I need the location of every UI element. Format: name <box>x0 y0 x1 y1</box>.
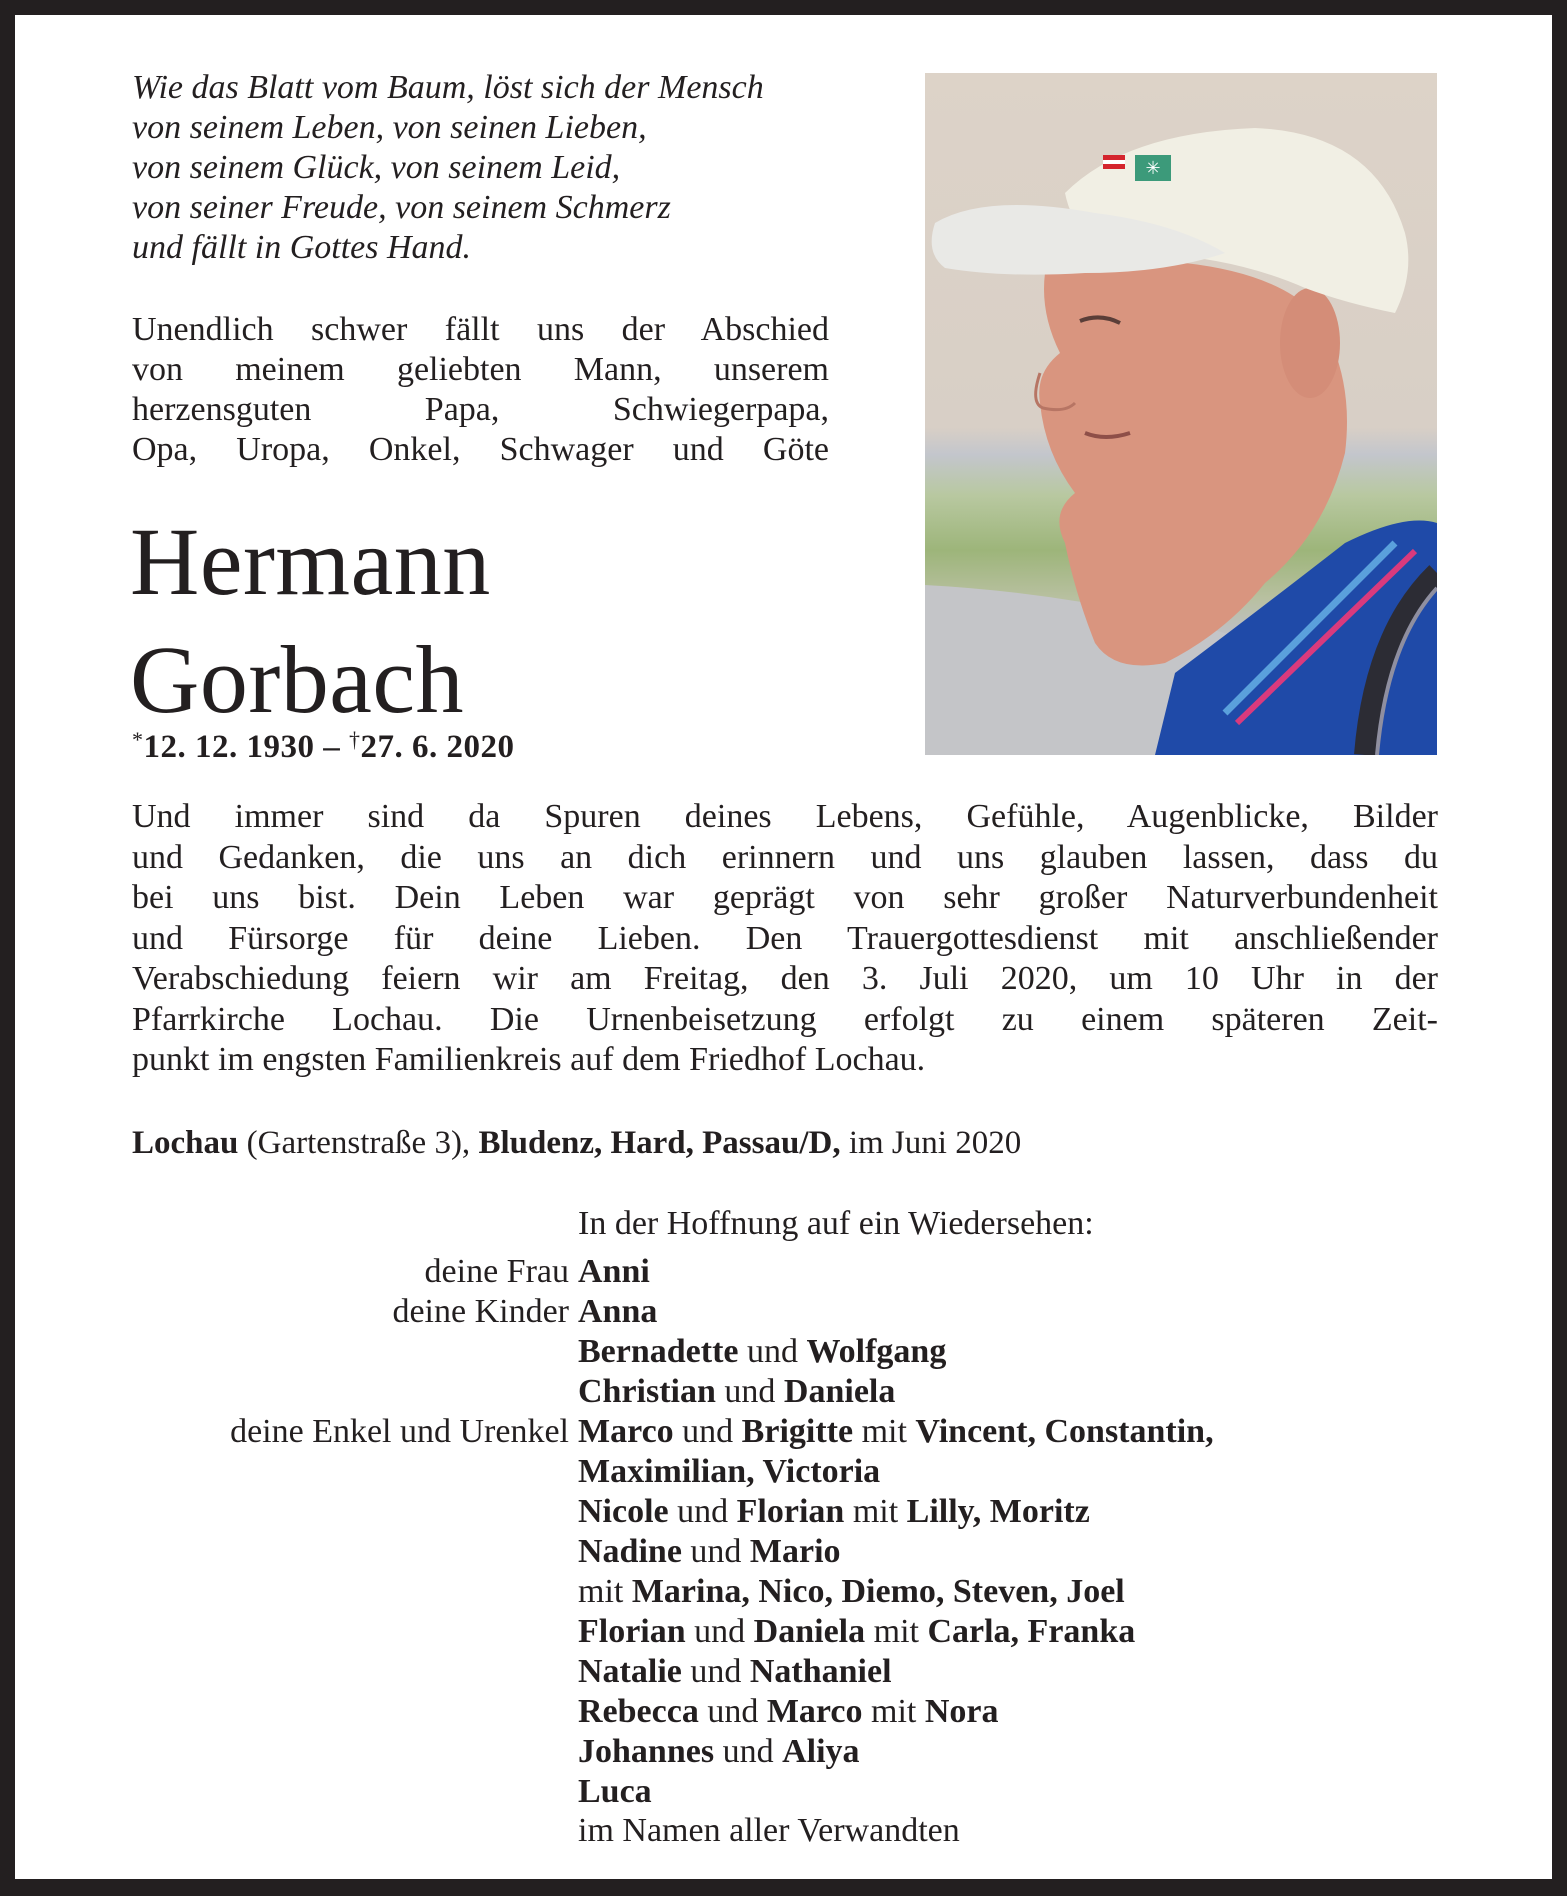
mourner-names <box>578 1412 1214 1452</box>
mourner-connector: und <box>673 1413 742 1450</box>
location-line <box>132 1125 1021 1162</box>
mourner-row <box>15 1452 1552 1492</box>
mourner-connector: und <box>681 1533 750 1570</box>
mourner-name: Lilly, Moritz <box>906 1493 1090 1530</box>
poem <box>132 68 852 268</box>
portrait-photo <box>925 73 1437 755</box>
mourner-names <box>578 1532 841 1572</box>
mourner-row <box>15 1252 1552 1292</box>
mourner-name: Johannes <box>578 1733 715 1770</box>
mourner-connector: und <box>681 1653 750 1690</box>
body-line: und Gedanken, die uns an dich erinnern und uns glauben lassen, dass du <box>132 838 1438 876</box>
mourner-row <box>15 1372 1552 1412</box>
mourner-name: Natalie <box>578 1653 682 1690</box>
mourner-name: Anni <box>578 1253 650 1290</box>
mourner-name: Carla, Franka <box>927 1613 1136 1650</box>
mourner-name: Anna <box>578 1293 658 1330</box>
location-date: im Juni 2020 <box>840 1125 1022 1161</box>
body-paragraph <box>132 797 1438 1081</box>
mourner-name: Daniela <box>783 1373 896 1410</box>
mourner-name: Nicole <box>578 1493 669 1530</box>
mourner-row <box>15 1492 1552 1532</box>
mourner-relation-label: deine Enkel und Urenkel <box>230 1413 569 1450</box>
mourner-names <box>578 1772 652 1812</box>
mourner-connector: und <box>698 1693 767 1730</box>
mourner-connector: mit <box>844 1493 907 1530</box>
intro-paragraph <box>132 310 829 470</box>
mourner-row <box>15 1612 1552 1652</box>
mourner-names <box>578 1452 880 1492</box>
mourner-connector: und <box>714 1733 783 1770</box>
mourner-name: Nadine <box>578 1533 682 1570</box>
mourner-names <box>578 1492 1090 1532</box>
mourner-name: Marina, Nico, Diemo, Steven, Joel <box>631 1573 1125 1610</box>
mourner-name: Luca <box>578 1773 652 1810</box>
mourner-name: Florian <box>578 1613 686 1650</box>
poem-line: von seiner Freude, von seinem Schmerz <box>132 189 671 226</box>
mourner-connector: mit <box>862 1693 925 1730</box>
poem-line: von seinem Leben, von seinen Lieben, <box>132 109 647 146</box>
mourner-names <box>578 1332 946 1372</box>
intro-line: herzensguten Papa, Schwiegerpapa, <box>132 391 829 428</box>
mourner-row <box>15 1772 1552 1812</box>
mourner-name: Daniela <box>753 1613 866 1650</box>
mourner-relation-label: deine Kinder <box>392 1293 569 1330</box>
mourner-name: Brigitte <box>741 1413 854 1450</box>
mourner-names <box>578 1572 1125 1612</box>
death-date: 27. 6. 2020 <box>360 729 515 765</box>
mourner-name: Mario <box>749 1533 841 1570</box>
last-name: Gorbach <box>130 626 465 733</box>
first-name: Hermann <box>130 508 491 615</box>
deceased-name <box>130 503 491 739</box>
mourner-connector: mit <box>578 1573 632 1610</box>
mourner-connector: mit <box>853 1413 916 1450</box>
mourner-name: Rebecca <box>578 1693 699 1730</box>
body-line: bei uns bist. Dein Leben war geprägt von sehr großer Naturverbundenheit <box>132 879 1438 916</box>
body-line: und Fürsorge für deine Lieben. Den Trauergottesdienst mit anschließender <box>132 919 1438 957</box>
mourner-name: Aliya <box>782 1733 860 1770</box>
body-line: punkt im engsten Familienkreis auf dem Friedhof Lochau. <box>132 1041 926 1078</box>
birth-date: 12. 12. 1930 <box>143 729 315 765</box>
location-others: Bludenz, Hard, Passau/D, <box>478 1125 841 1161</box>
poem-line: von seinem Glück, von seinem Leid, <box>132 149 621 186</box>
mourner-row <box>15 1532 1552 1572</box>
mourner-name: Vincent, Constantin, <box>915 1413 1214 1450</box>
mourner-connector: und <box>668 1493 737 1530</box>
mourner-name: Bernadette <box>578 1333 739 1370</box>
intro-line: Opa, Uropa, Onkel, Schwager und Göte <box>132 431 829 468</box>
mourner-relation-label: deine Frau <box>424 1253 569 1290</box>
closing-intro: In der Hoffnung auf ein Wiedersehen: <box>578 1205 1094 1242</box>
portrait-illustration <box>925 73 1437 755</box>
obituary-page <box>15 15 1552 1879</box>
mourner-names <box>578 1732 860 1772</box>
mourner-row <box>15 1732 1552 1772</box>
mourner-row <box>15 1652 1552 1692</box>
mourner-connector: und <box>715 1373 784 1410</box>
closing-footer: im Namen aller Verwandten <box>578 1812 960 1849</box>
mourner-name: Christian <box>578 1373 716 1410</box>
mourners-list <box>15 1252 1552 1812</box>
mourner-name: Nora <box>924 1693 999 1730</box>
svg-text:✳: ✳ <box>1145 158 1161 179</box>
mourner-names <box>578 1692 999 1732</box>
mourner-names <box>578 1372 895 1412</box>
body-line: Pfarrkirche Lochau. Die Urnenbeisetzung erfolgt zu einem späteren Zeit- <box>132 1000 1438 1038</box>
life-dates <box>132 727 515 766</box>
mourner-names <box>578 1652 892 1692</box>
date-separator: – <box>314 729 349 765</box>
poem-line: Wie das Blatt vom Baum, löst sich der Mensch <box>132 69 764 106</box>
mourner-name: Nathaniel <box>749 1653 892 1690</box>
mourner-row <box>15 1332 1552 1372</box>
mourner-names <box>578 1292 657 1332</box>
mourner-name: Marco <box>578 1413 674 1450</box>
mourner-row <box>15 1572 1552 1612</box>
location-primary: Lochau <box>132 1125 239 1161</box>
mourner-row <box>15 1692 1552 1732</box>
mourner-connector: mit <box>865 1613 928 1650</box>
mourner-names <box>578 1252 650 1292</box>
mourner-connector: und <box>738 1333 807 1370</box>
mourner-names <box>578 1612 1135 1652</box>
intro-line: Unendlich schwer fällt uns der Abschied <box>132 311 829 348</box>
mourner-name: Maximilian, Victoria <box>578 1453 881 1490</box>
mourner-row <box>15 1412 1552 1452</box>
poem-line: und fällt in Gottes Hand. <box>132 229 472 266</box>
location-address: (Gartenstraße 3), <box>238 1125 479 1161</box>
death-cross-icon: † <box>349 727 361 752</box>
intro-line: von meinem geliebten Mann, unserem <box>132 351 829 388</box>
body-line: Verabschiedung feiern wir am Freitag, den 3. Juli 2020, um 10 Uhr in der <box>132 960 1438 997</box>
mourner-connector: und <box>685 1613 754 1650</box>
mourner-row <box>15 1292 1552 1332</box>
mourner-name: Wolfgang <box>806 1333 947 1370</box>
body-line: Und immer sind da Spuren deines Lebens, Gefühle, Augenblicke, Bilder <box>132 798 1438 835</box>
birth-star-icon: * <box>132 727 144 752</box>
mourner-name: Florian <box>736 1493 845 1530</box>
mourner-name: Marco <box>766 1693 863 1730</box>
